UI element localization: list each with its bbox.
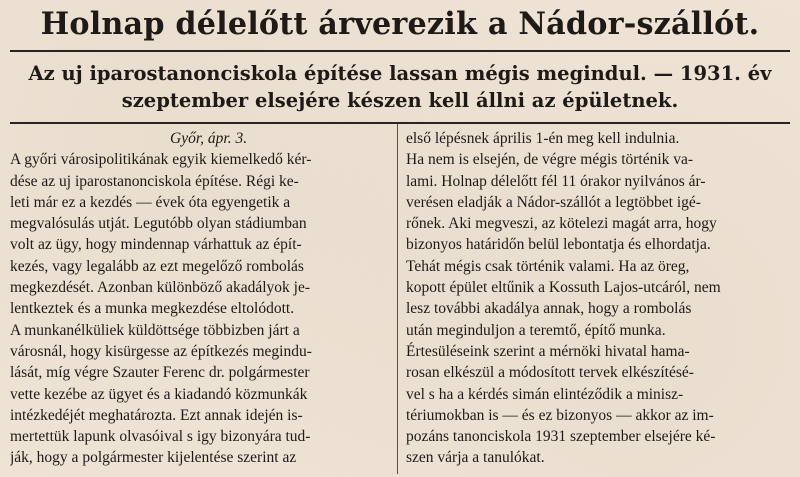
text-line: verésen eladják a Nádor-szállót a legtöbbet igé- [406, 193, 701, 211]
text-line: A győri városipolitikának egyik kiemelkedő kér- [10, 151, 312, 169]
subheadline-line-2: szeptember elsejére készen kell állni az épületnek. [121, 89, 679, 112]
left-column-body [10, 149, 390, 468]
text-line: lesz további akadálya annak, hogy a rombolás [406, 300, 692, 318]
text-line: rőnek. Aki megveszi, az kötelezi magát arra, hogy [406, 215, 717, 233]
text-line: után meginduljon a teremtő, építő munka. [406, 321, 666, 339]
text-line: lentkeztek és a munka megkezdése eltolódott. [10, 300, 295, 318]
text-line: kopott épület eltűnik a Kossuth Lajos-utcáról, nem [406, 279, 721, 297]
text-line: lami. Holnap délelőtt fél 11 órakor nyilvános ár- [406, 172, 706, 190]
text-line: tériumokban is — és ez bizonyos — akkor az im- [406, 406, 714, 424]
dateline: Győr, ápr. 3. [170, 130, 248, 147]
text-line: városnál, hogy kisürgesse az építkezés megindu- [10, 342, 312, 360]
text-line: volt az ügy, hogy mindennap várhattuk az épít- [10, 236, 302, 254]
text-line: Tehát mégis csak történik valami. Ha az öreg, [406, 257, 690, 275]
right-column [406, 128, 790, 469]
column-divider [397, 124, 398, 474]
text-line: szen várja a tanulókat. [406, 449, 545, 467]
right-column-body [406, 128, 790, 469]
text-line: A munkanélküliek küldöttsége többizben járt a [10, 321, 300, 339]
text-line: kezés, vagy legalább az ezt megelőző rombolás [10, 257, 304, 275]
text-line: első lépésnek április 1-én meg kell indulnia. [406, 130, 680, 147]
headline-rule [10, 50, 790, 52]
headline: Holnap délelőtt árverezik a Nádor-szállót. [40, 6, 760, 42]
left-column [10, 128, 390, 469]
text-line: rosan elkészül a módosított tervek elkészítésé- [406, 364, 694, 382]
subheadline-line-1: Az uj iparostanonciskola építése lassan mégis megindul. — 1931. év [28, 62, 772, 85]
text-line: intézkedéjét meghatározta. Ezt annak idején is- [10, 406, 303, 424]
text-line: dése az uj iparostanonciskola építése. Régi ke- [10, 172, 299, 190]
text-line: mertettük lapunk olvasóival s igy bizonyára tud- [10, 428, 311, 446]
text-line: vel s ha a kérdés simán elintéződik a minisz- [406, 385, 684, 403]
subheadline [0, 60, 800, 114]
text-line: leti már ez a kezdés — évek óta egyengetik a [10, 193, 291, 211]
subheadline-rule [10, 122, 790, 124]
text-line: lását, míg végre Szauter Ferenc dr. polgármester [10, 364, 310, 382]
text-line: ják, hogy a polgármester kijelentése szerint az [10, 449, 297, 467]
text-line: megkezdését. Azonban különböző akadályok je- [10, 279, 310, 297]
text-line: Ha nem is elsején, de végre mégis történik va- [406, 151, 694, 169]
text-line: bizonyos határidőn belül lebontatja és elhordatja. [406, 236, 711, 254]
text-line: vette kezébe az ügyet és a kiadandó közmunkák [10, 385, 308, 403]
text-line: pozáns tanonciskola 1931 szeptember elsejére ké- [406, 428, 716, 446]
text-line: megvalósulás utját. Legutóbb olyan stádiumban [10, 215, 307, 233]
text-line: Értesüléseink szerint a mérnöki hivatal hama- [406, 342, 690, 360]
